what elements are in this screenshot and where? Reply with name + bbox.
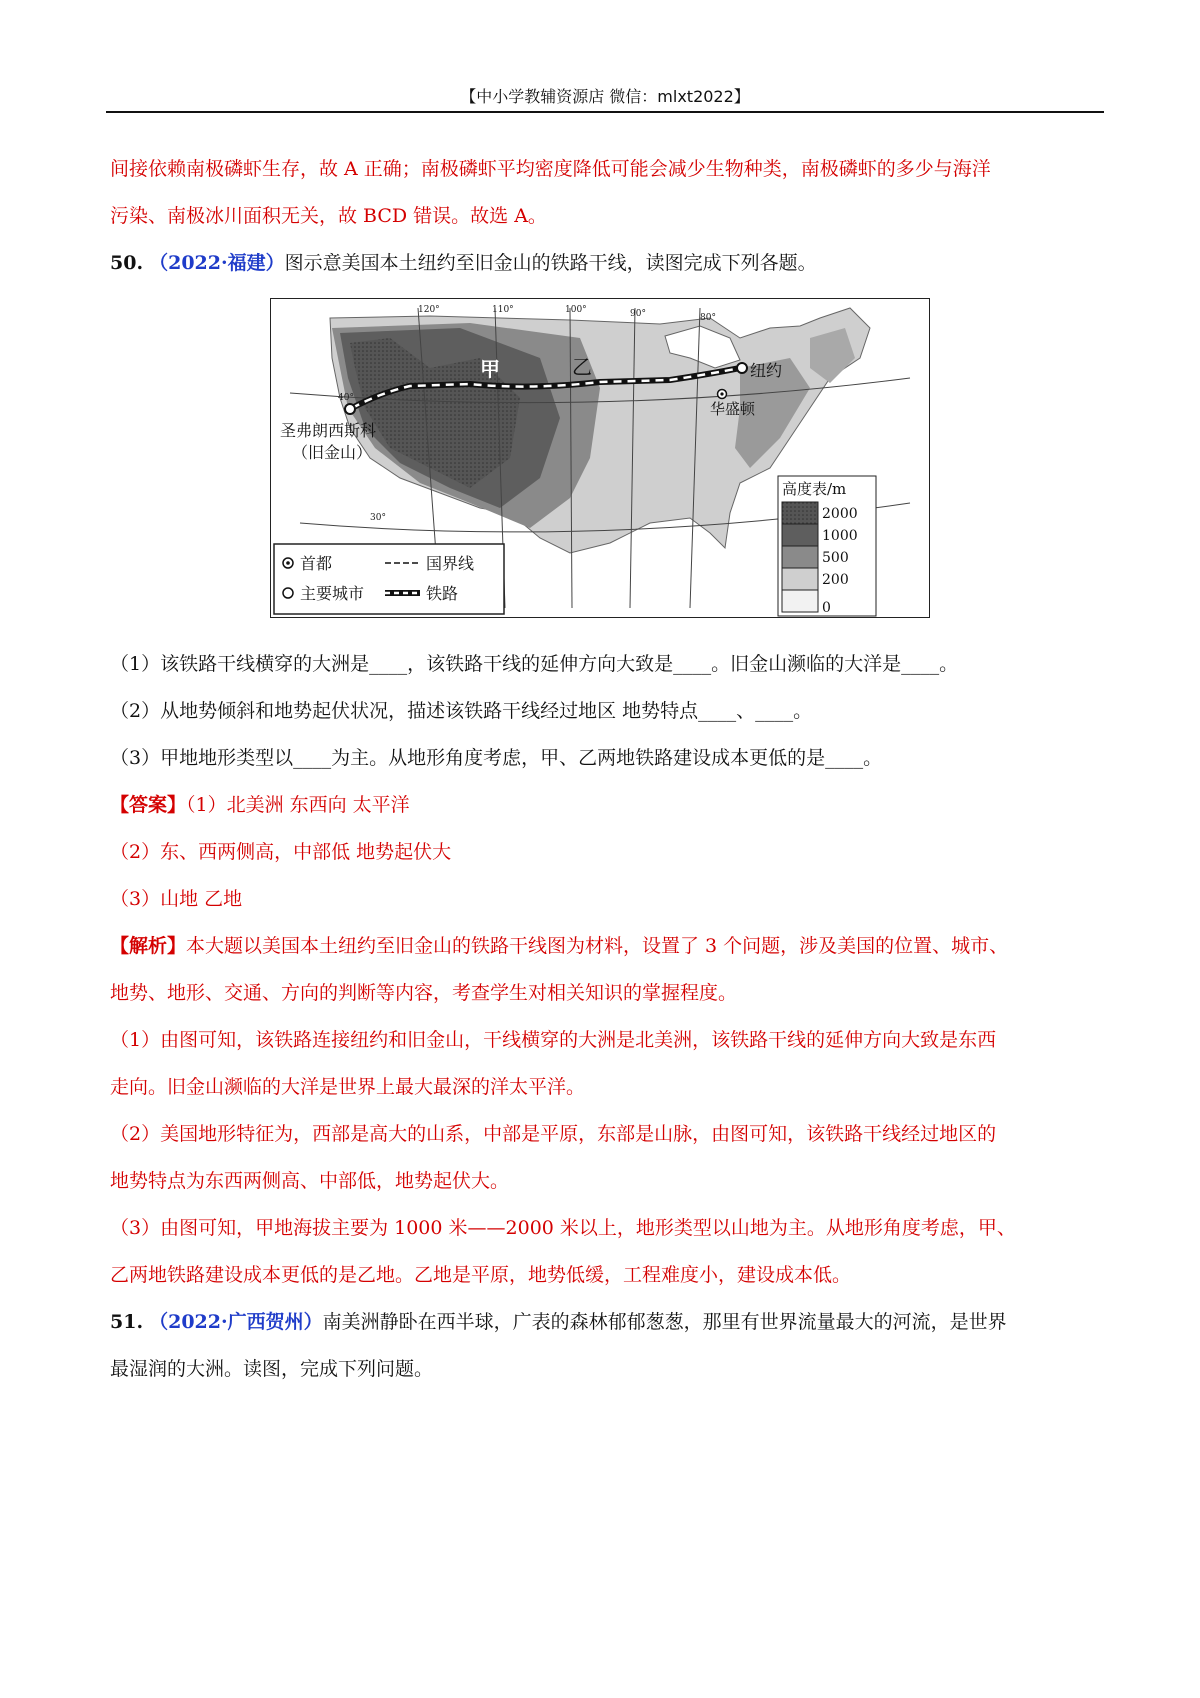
q50-analysis-4: 走向。旧金山濒临的大洋是世界上最大最深的洋太平洋。 xyxy=(110,1076,586,1098)
page-header: 【中小学教辅资源店 微信：mlxt2022】 xyxy=(460,87,750,106)
lon-110: 110° xyxy=(492,305,514,315)
legend-capital: 首都 xyxy=(300,554,333,573)
newyork-city-marker xyxy=(737,363,747,373)
header-rule xyxy=(106,111,1104,113)
q50-question-2: （2）从地势倾斜和地势起伏状况，描述该铁路干线经过地区 地势特点____、____。 xyxy=(110,700,813,722)
q50-question-1: （1）该铁路干线横穿的大洲是____，该铁路干线的延伸方向大致是____。旧金山濒临的大洋是____。 xyxy=(110,653,959,675)
analysis-label: 【解析】 xyxy=(110,935,187,957)
label-sf-2: （旧金山） xyxy=(292,443,373,462)
q50-analysis-6: 地势特点为东西两侧高、中部低，地势起伏大。 xyxy=(110,1170,510,1192)
label-yi: 乙 xyxy=(572,355,592,379)
lat-30: 30° xyxy=(370,513,386,523)
q51-line-2: 最湿润的大洲。读图，完成下列问题。 xyxy=(110,1358,434,1380)
lon-80: 80° xyxy=(700,313,716,323)
q50-text: 图示意美国本土纽约至旧金山的铁路干线，读图完成下列各题。 xyxy=(284,252,817,274)
q50-question-3: （3）甲地地形类型以____为主。从地形角度考虑，甲、乙两地铁路建设成本更低的是____。 xyxy=(110,747,883,769)
label-washington: 华盛顿 xyxy=(710,400,756,418)
legend-border: 国界线 xyxy=(426,554,475,573)
q51-text: 南美洲静卧在西半球，广表的森林郁郁葱葱，那里有世界流量最大的河流，是世界 xyxy=(322,1311,1007,1333)
q51-source: （2022·广西贺州） xyxy=(149,1311,323,1333)
q50-analysis-2: 地势、地形、交通、方向的判断等内容，考查学生对相关知识的掌握程度。 xyxy=(110,982,738,1004)
legend-city: 主要城市 xyxy=(300,584,365,603)
elevation-1000: 1000 xyxy=(822,528,858,544)
legend-city-icon xyxy=(283,588,293,598)
intro-line-1: 间接依赖南极磷虾生存，故 A 正确；南极磷虾平均密度降低可能会减少生物种类，南极磷虾的多少与海洋 xyxy=(110,158,991,180)
q51-heading xyxy=(110,1309,1007,1335)
elevation-legend xyxy=(778,476,876,616)
map-legend xyxy=(274,544,504,614)
answer-label: 【答案】 xyxy=(110,794,187,816)
elevation-500: 500 xyxy=(822,550,849,566)
elevation-title: 高度表/m xyxy=(782,480,847,498)
elevation-2000: 2000 xyxy=(822,506,858,522)
sf-city-marker xyxy=(345,404,355,414)
q50-source: （2022·福建） xyxy=(149,252,285,274)
lon-120: 120° xyxy=(418,305,440,315)
label-newyork: 纽约 xyxy=(750,361,783,380)
q50-number: 50. xyxy=(110,252,144,274)
intro-line-2: 污染、南极冰川面积无关，故 BCD 错误。故选 A。 xyxy=(110,205,547,227)
q50-heading xyxy=(110,250,817,276)
q50-analysis-3: （1）由图可知，该铁路连接纽约和旧金山，干线横穿的大洲是北美洲，该铁路干线的延伸方向大致是东西 xyxy=(110,1029,997,1051)
lon-100: 100° xyxy=(565,305,587,315)
q50-answer-2: （2）东、西两侧高，中部低 地势起伏大 xyxy=(110,841,452,863)
q50-analysis-1: 【解析】本大题以美国本土纽约至旧金山的铁路干线图为材料，设置了 3 个问题，涉及美国的位置、城市、 xyxy=(110,935,1009,957)
q50-analysis-7: （3）由图可知，甲地海拔主要为 1000 米——2000 米以上，地形类型以山地为主。从地形角度考虑，甲、 xyxy=(110,1217,1016,1239)
lat-40: 40° xyxy=(338,393,354,403)
label-jia: 甲 xyxy=(480,357,500,381)
q50-analysis-8: 乙两地铁路建设成本更低的是乙地。乙地是平原，地势低缓，工程难度小，建设成本低。 xyxy=(110,1264,852,1286)
elevation-200: 200 xyxy=(822,572,849,588)
label-sf-1: 圣弗朗西斯科 xyxy=(280,421,377,440)
q50-analysis-5: （2）美国地形特征为，西部是高大的山系，中部是平原，东部是山脉，由图可知，该铁路干线经过地区的 xyxy=(110,1123,997,1145)
q50-answer-3: （3）山地 乙地 xyxy=(110,888,243,910)
legend-railway: 铁路 xyxy=(426,584,459,603)
q50-answer-1: 【答案】（1）北美洲 东西向 太平洋 xyxy=(110,794,410,816)
lon-90: 90° xyxy=(630,309,646,319)
usa-railway-map xyxy=(270,298,930,618)
q51-number: 51. xyxy=(110,1311,144,1333)
elevation-0: 0 xyxy=(822,600,831,616)
